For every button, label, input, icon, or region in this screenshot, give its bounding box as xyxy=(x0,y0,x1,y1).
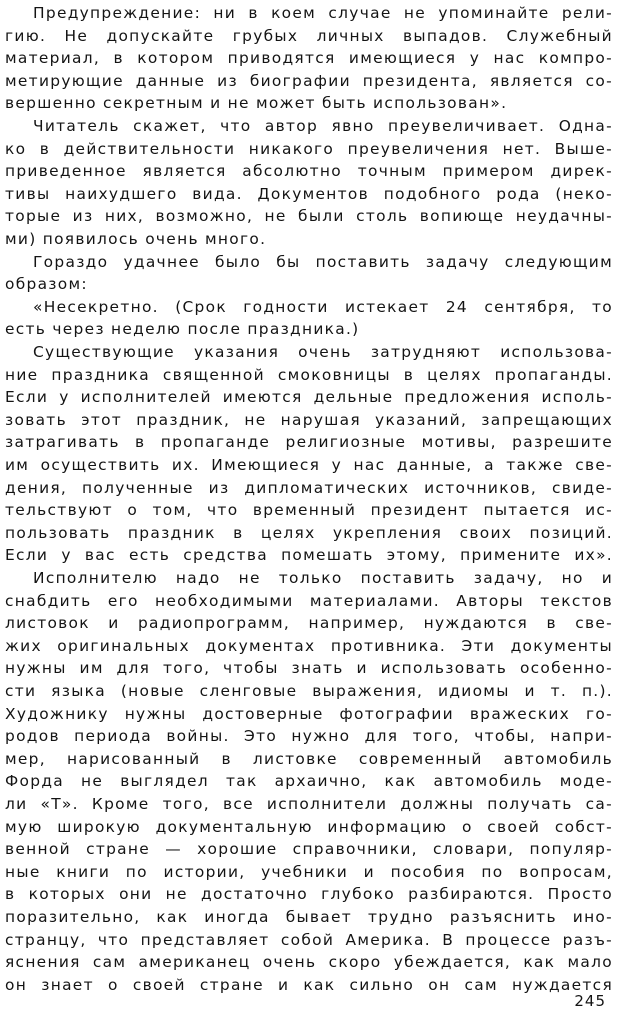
text-line: жих оригинальных документах противника. Эти документы xyxy=(5,636,613,655)
text-line: Художнику нужны достоверные фотографии вражеских го- xyxy=(5,704,613,723)
text-line: вершенно секретным и не может быть использован». xyxy=(5,94,508,113)
text-line: образом: xyxy=(5,275,88,294)
text-line: ные книги по истории, учебники и пособия по вопросам, xyxy=(5,862,613,881)
page-number: 245 xyxy=(574,992,606,1010)
text-line: зовать этот праздник, не нарушая указаний, запрещающих xyxy=(5,410,613,429)
text-line: пользовать праздник в целях укрепления своих позиций. xyxy=(5,523,613,542)
text-line: Если у исполнителей имеются дельные предложения исполь- xyxy=(5,388,613,407)
text-line: родов периода войны. Это нужно для того, чтобы, напри- xyxy=(5,727,613,746)
text-line: Гораздо удачнее было бы поставить задачу следующим xyxy=(33,252,613,271)
text-line: материал, в котором приводятся имеющиеся у нас компро- xyxy=(5,49,613,68)
text-line: приведенное является абсолютно точным примером дирек- xyxy=(5,162,613,181)
text-line: странцу, что представляет собой Америка. В процессе разъ- xyxy=(5,930,613,949)
text-line: Если у вас есть средства помешать этому, примените их». xyxy=(5,546,613,565)
text-line: Предупреждение: ни в коем случае не упоминайте рели- xyxy=(33,4,613,22)
text-line: «Несекретно. (Срок годности истекает 24 сентября, то xyxy=(33,297,613,316)
text-line: ли «Т». Кроме того, все исполнители должны получать са- xyxy=(5,795,613,813)
text-line: он знает о своей стране и как сильно он сам нуждается xyxy=(5,975,613,994)
text-line: нужны им для того, чтобы знать и использовать особенно- xyxy=(5,659,613,678)
text-line: тельствуют о том, что временный президент пытается ис- xyxy=(5,501,613,520)
text-line: снабдить его необходимыми материалами. Авторы текстов xyxy=(5,591,613,610)
text-line: гию. Не допускайте грубых личных выпадов. Служебный xyxy=(5,26,613,45)
text-line: метирующие данные из биографии президента, является со- xyxy=(5,71,613,90)
text-line: Существующие указания очень затрудняют использова- xyxy=(33,343,613,361)
text-line: затрагивать в пропаганде религиозные мотивы, разрешите xyxy=(5,433,613,452)
text-line: тивы наихудшего вида. Документов подобного рода (неко- xyxy=(5,184,613,203)
text-line: мую широкую документальную информацию о своей собст- xyxy=(5,817,613,836)
text-line: ние праздника священной смоковницы в целях пропаганды. xyxy=(5,365,613,384)
text-line: яснения сам американец очень скоро убеждается, как мало xyxy=(5,953,613,972)
text-line: листовок и радиопрограмм, например, нуждаются в све- xyxy=(5,614,613,633)
text-line: сти языка (новые сленговые выражения, идиомы и т. п.). xyxy=(5,682,613,700)
text-line: Исполнителю надо не только поставить задачу, но и xyxy=(33,569,613,587)
text-line: Форда не выглядел так архаично, как автомобиль моде- xyxy=(5,772,613,791)
text-line: ко в действительности никакого преувеличения нет. Выше- xyxy=(5,139,613,158)
text-line: дения, полученные из дипломатических источников, свиде- xyxy=(5,478,613,497)
text-line: венной стране — хорошие справочники, словари, популяр- xyxy=(5,840,613,859)
text-line: торые из них, возможно, не были столь вопиюще неудачны- xyxy=(5,207,613,226)
text-line: есть через неделю после праздника.) xyxy=(5,320,360,339)
text-line: в которых они не достаточно глубоко разбираются. Просто xyxy=(5,885,613,904)
text-line: мер, нарисованный в листовке современный автомобиль xyxy=(5,749,613,768)
text-line: поразительно, как иногда бывает трудно разъяснить ино- xyxy=(5,908,613,926)
text-line: ми) появилось очень много. xyxy=(5,230,267,248)
text-line: Читатель скажет, что автор явно преувеличивает. Одна- xyxy=(33,117,613,135)
text-line: им осуществить их. Имеющиеся у нас данные, а также све- xyxy=(5,456,613,474)
